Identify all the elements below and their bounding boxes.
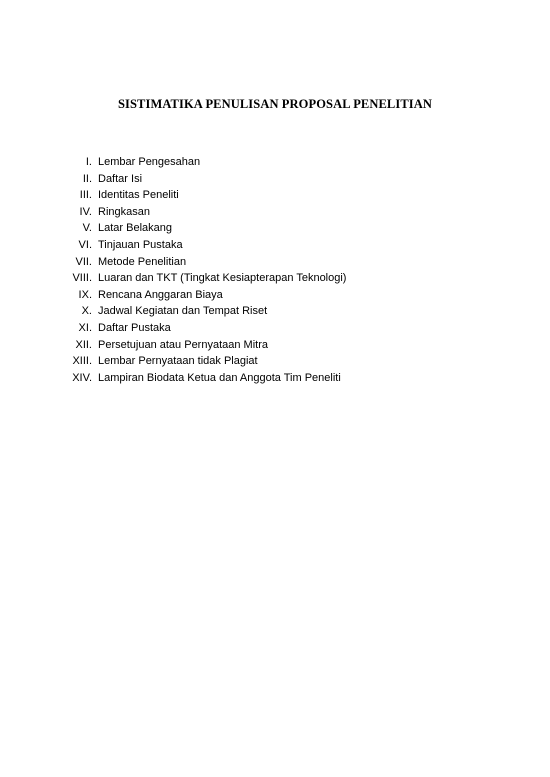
list-item-text: Jadwal Kegiatan dan Tempat Riset bbox=[98, 305, 268, 318]
list-item-text: Lembar Pengesahan bbox=[98, 156, 201, 168]
list-item-text: Tinjauan Pustaka bbox=[98, 238, 183, 251]
list-item-number: IV. bbox=[79, 205, 92, 218]
list-item-number: VI. bbox=[78, 238, 92, 251]
list-item-number: VII. bbox=[75, 255, 92, 268]
list-item-text: Lampiran Biodata Ketua dan Anggota Tim Peneliti bbox=[98, 371, 341, 384]
list-item-text: Identitas Peneliti bbox=[98, 189, 179, 202]
list-item-number: XIV. bbox=[72, 371, 92, 384]
list-item-number: IX. bbox=[78, 288, 92, 301]
list-item-text: Lembar Pernyataan tidak Plagiat bbox=[98, 355, 258, 368]
list-item-text: Latar Belakang bbox=[98, 222, 172, 235]
list-item-number: II. bbox=[82, 172, 92, 185]
list-item-text: Rencana Anggaran Biaya bbox=[98, 288, 223, 301]
list-item-number: X. bbox=[81, 305, 92, 318]
list-item-text: Persetujuan atau Pernyataan Mitra bbox=[98, 338, 268, 351]
list-item-number: III. bbox=[79, 189, 92, 202]
list-item-number: XII. bbox=[75, 338, 92, 351]
list-item-text: Daftar Pustaka bbox=[98, 321, 171, 334]
list-item-number: I. bbox=[85, 156, 92, 168]
list-item-number: VIII. bbox=[72, 272, 92, 285]
list-item-text: Luaran dan TKT (Tingkat Kesiapterapan Teknologi) bbox=[98, 272, 347, 285]
list-item-text: Metode Penelitian bbox=[98, 255, 187, 268]
document-title: SISTIMATIKA PENULISAN PROPOSAL PENELITIAN bbox=[117, 97, 432, 111]
list-item-text: Ringkasan bbox=[98, 205, 150, 218]
list-item-number: XIII. bbox=[72, 355, 92, 368]
list-item-number: V. bbox=[82, 222, 92, 235]
list-item-text: Daftar Isi bbox=[98, 172, 143, 185]
list-item-number: XI. bbox=[78, 321, 92, 334]
